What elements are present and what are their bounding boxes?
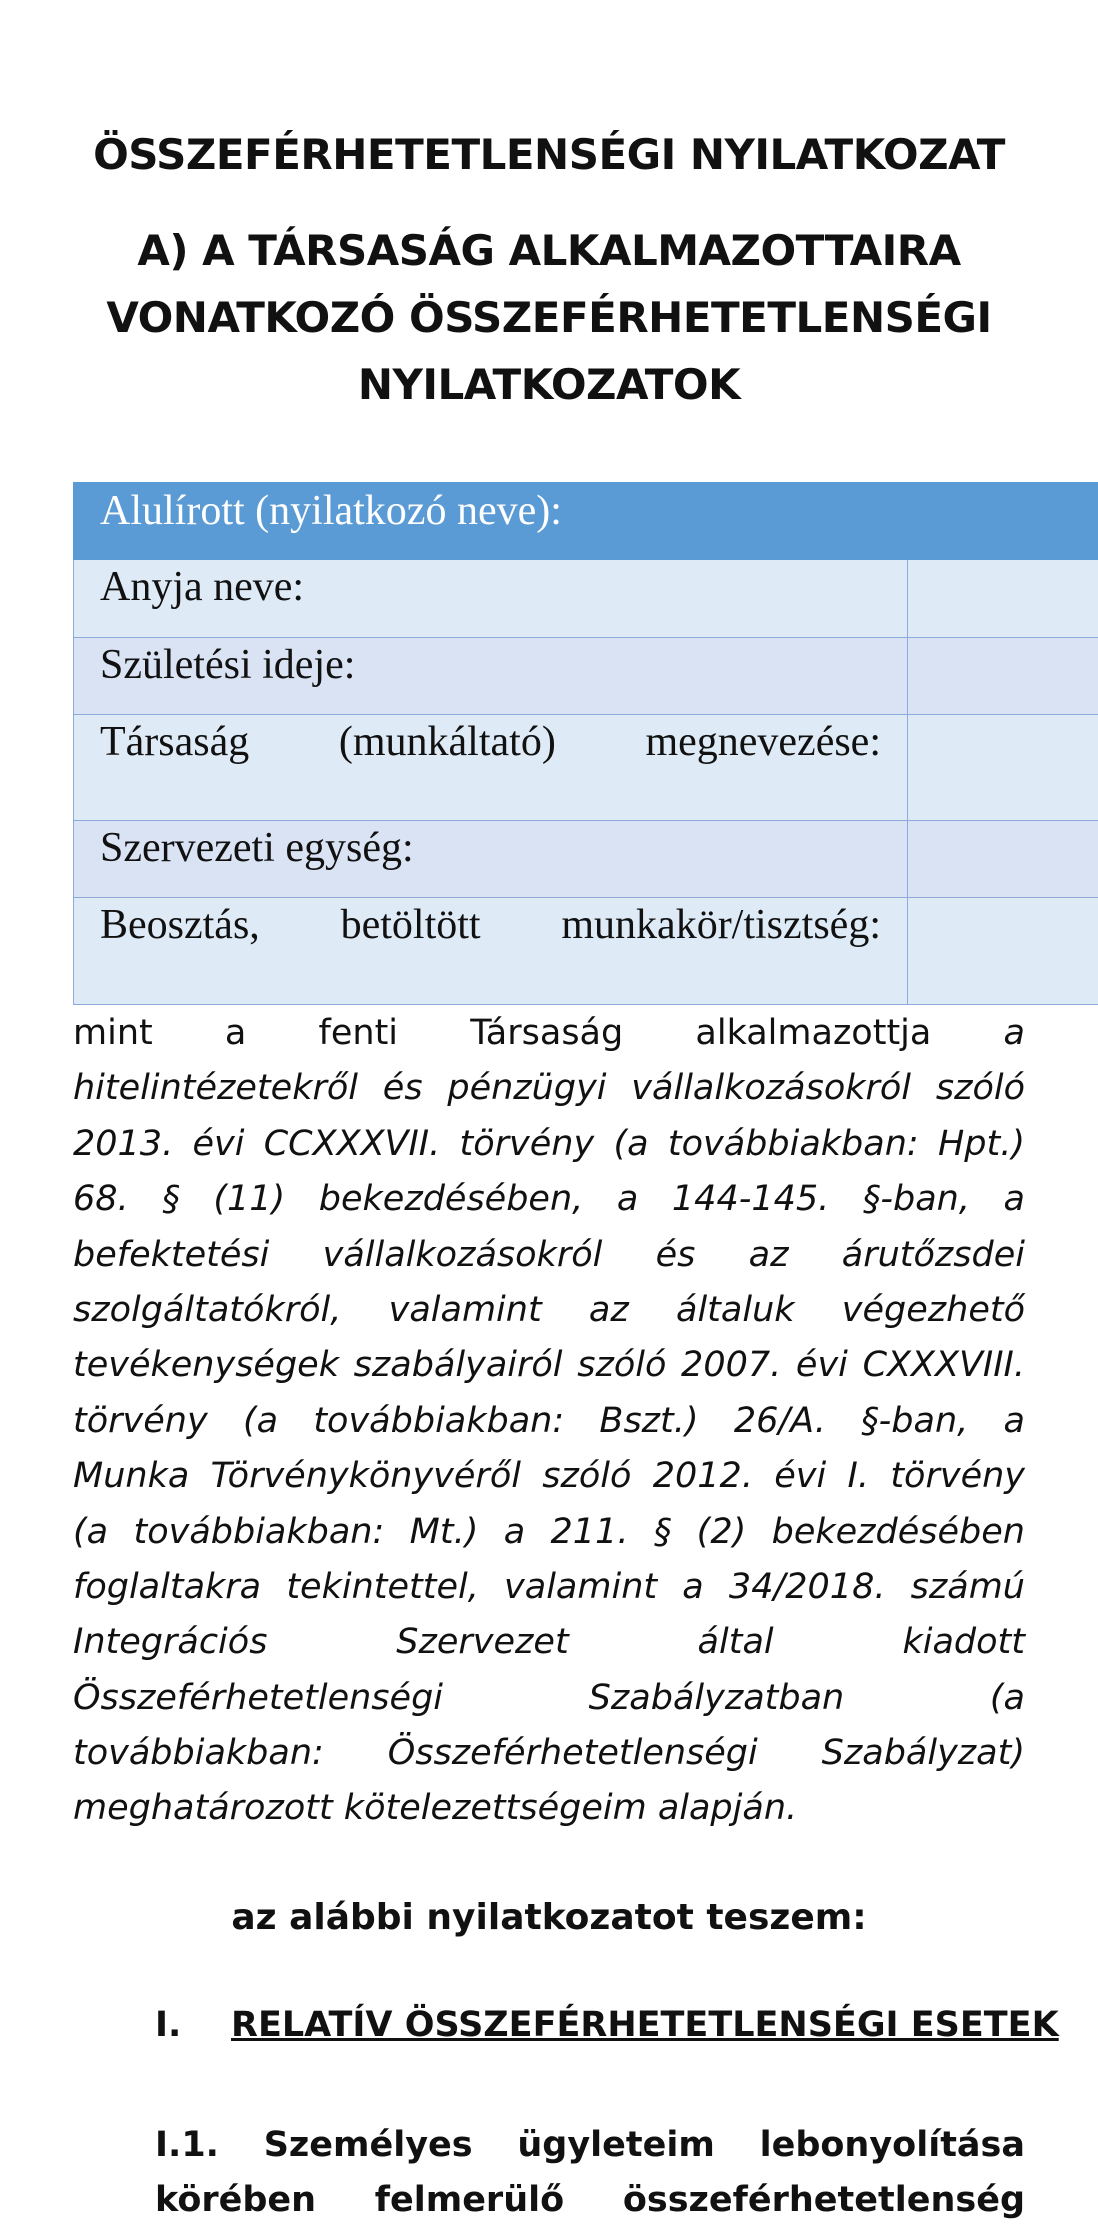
form-row-company-name xyxy=(73,715,1098,821)
declarant-name-label: Alulírott (nyilatkozó neve): xyxy=(100,488,562,534)
page-title: ÖSSZEFÉRHETETLENSÉGI NYILATKOZAT xyxy=(93,130,1005,179)
paragraph-line: befektetési vállalkozásokról és az árutőzsdei xyxy=(73,1234,1025,1275)
section-a-title-line-1: A) A TÁRSASÁG ALKALMAZOTTAIRA xyxy=(137,226,961,275)
declaration-paragraph xyxy=(73,1006,1025,1837)
form-row-org-unit xyxy=(73,821,1098,898)
section-i-heading xyxy=(155,2005,1059,2045)
statement-heading: az alábbi nyilatkozatot teszem: xyxy=(231,1897,867,1938)
paragraph-line: meghatározott kötelezettségeim alapján. xyxy=(73,1788,798,1829)
position-label: Beosztás, betöltött munkakör/tisztség: xyxy=(74,898,908,1004)
section-i-title: RELATÍV ÖSSZEFÉRHETETLENSÉGI ESETEK xyxy=(231,2005,1059,2045)
paragraph-line: tevékenységek szabályairól szóló 2007. évi CXXXVIII. xyxy=(73,1345,1025,1386)
birth-date-field[interactable] xyxy=(908,638,1098,714)
paragraph-line: Munka Törvénykönyvéről szóló 2012. évi I. törvény xyxy=(73,1456,1025,1497)
paragraph-line: 68. § (11) bekezdésében, a 144-145. §-ban, a xyxy=(73,1179,1025,1220)
section-i-number: I. xyxy=(155,2005,182,2045)
org-unit-label: Szervezeti egység: xyxy=(74,821,908,897)
paragraph-line: törvény (a továbbiakban: Bszt.) 26/A. §-ban, a xyxy=(73,1400,1025,1441)
subsection-1-1-heading xyxy=(155,2118,1025,2229)
form-row-position xyxy=(73,898,1098,1005)
position-field[interactable] xyxy=(908,898,1098,1004)
form-header-row xyxy=(73,482,1098,560)
mother-name-field[interactable] xyxy=(908,560,1098,637)
paragraph-line: Összeférhetetlenségi Szabályzatban (a xyxy=(73,1677,1025,1718)
paragraph-line: mint a fenti Társaság alkalmazottja a xyxy=(73,1013,1025,1053)
section-a-title-line-3: NYILATKOZATOK xyxy=(357,360,741,409)
paragraph-line: hitelintézetekről és pénzügyi vállalkozásokról szóló xyxy=(73,1068,1025,1109)
org-unit-field[interactable] xyxy=(908,821,1098,897)
company-name-field[interactable] xyxy=(908,715,1098,820)
subsection-line: I.1. Személyes ügyleteim lebonyolítása xyxy=(155,2125,1025,2165)
birth-date-label: Születési ideje: xyxy=(74,638,908,714)
company-name-label: Társaság (munkáltató) megnevezése: xyxy=(74,715,908,820)
section-a-title-line-2: VONATKOZÓ ÖSSZEFÉRHETETLENSÉGI xyxy=(106,293,992,342)
paragraph-line: Integrációs Szervezet által kiadott xyxy=(73,1622,1025,1663)
paragraph-line: továbbiakban: Összeférhetetlenségi Szabályzat) xyxy=(73,1733,1025,1774)
form-row-birth-date xyxy=(73,638,1098,715)
paragraph-line: (a továbbiakban: Mt.) a 211. § (2) bekezdésében xyxy=(73,1511,1025,1552)
paragraph-line: szolgáltatókról, valamint az általuk végezhető xyxy=(73,1289,1025,1330)
form-row-mother-name xyxy=(73,560,1098,638)
subsection-line: körében felmerülő összeférhetetlenség xyxy=(155,2180,1025,2221)
paragraph-line: 2013. évi CCXXXVII. törvény (a továbbiakban: Hpt.) xyxy=(73,1123,1025,1164)
mother-name-label: Anyja neve: xyxy=(74,560,908,637)
paragraph-line: foglaltakra tekintettel, valamint a 34/2018. számú xyxy=(73,1566,1025,1607)
